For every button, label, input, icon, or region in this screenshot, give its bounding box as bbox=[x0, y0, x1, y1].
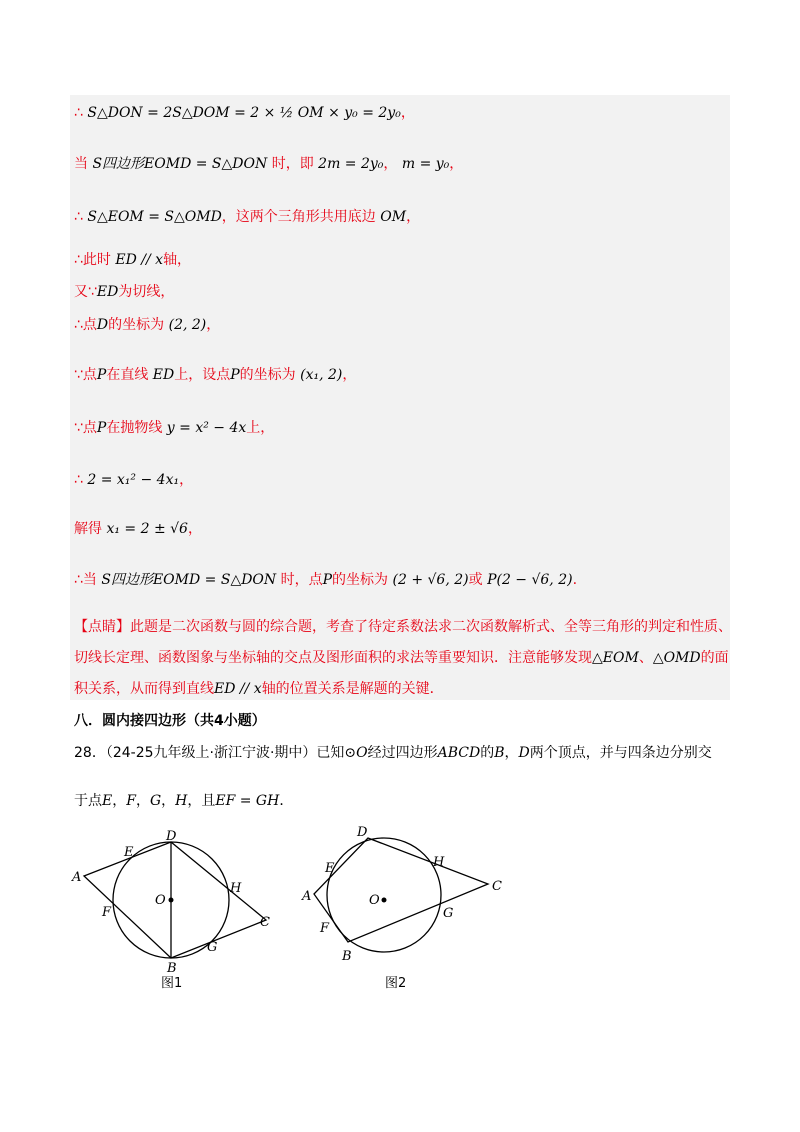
fig1-center-dot bbox=[169, 898, 174, 903]
solution-line-1: ∴ S△DON = 2S△DOM = 2 × ½ OM × y₀ = 2y₀， bbox=[74, 105, 415, 121]
solution-shaded-block bbox=[70, 95, 730, 700]
solution-line-3: ∴ S△EOM = S△OMD，这两个三角形共用底边 OM， bbox=[74, 209, 421, 225]
fig2-label-d: D bbox=[357, 825, 368, 840]
solution-line-2: 当 S四边形EOMD = S△DON 时，即 2m = 2y₀， m = y₀， bbox=[74, 156, 464, 172]
comment-text-3: 轴的位置关系是解题的关键． bbox=[261, 681, 444, 697]
fig1-label-b: B bbox=[167, 961, 177, 976]
fig1-label-d: D bbox=[166, 829, 177, 844]
comment-text-2: 的面积关系，从而得到直线 bbox=[74, 650, 729, 697]
fig2-center-dot bbox=[382, 898, 387, 903]
fig2-label-f: F bbox=[320, 921, 330, 936]
fig2-label-h: H bbox=[433, 855, 445, 870]
comment-math-eom: △EOM bbox=[592, 650, 639, 666]
comment-paragraph: 【点睛】此题是二次函数与圆的综合题，考查了待定系数法求二次函数解析式、全等三角形的判定和性质、切线长定理、函数图象与坐标轴的交点及图形面积的求法等重要知识．注意能够发现△EOM、△OMD的面积关系，从而得到直线ED // x轴的位置关系是解题的关键． bbox=[74, 619, 732, 697]
figure-2 bbox=[300, 820, 520, 995]
solution-line-6: ∴点D的坐标为 (2, 2)， bbox=[74, 317, 221, 333]
problem-number: 28． bbox=[74, 745, 106, 761]
fig1-label-e: E bbox=[124, 845, 134, 860]
problem-line-1: 28．（24-25九年级上·浙江宁波·期中）已知⊙O经过四边形ABCD的B，D两个顶点，并与四条边分别交 bbox=[74, 745, 712, 761]
solution-line-11: ∴当 S四边形EOMD = S△DON 时，点P的坐标为 (2 + √6, 2)或 P(2 − √6, 2). bbox=[74, 572, 578, 588]
solution-line-4: ∴此时 ED // x轴， bbox=[74, 252, 192, 268]
fig1-label-f: F bbox=[102, 905, 112, 920]
comment-text-1: 此题是二次函数与圆的综合题，考查了待定系数法求二次函数解析式、全等三角形的判定和性质、切线长定理、函数图象与坐标轴的交点及图形面积的求法等重要知识．注意能够发现 bbox=[74, 619, 732, 666]
fig1-label-h: H bbox=[230, 881, 242, 896]
fig1-label-o: O bbox=[155, 893, 166, 908]
fig2-label-c: C bbox=[492, 879, 502, 894]
fig2-quadrilateral bbox=[314, 838, 488, 942]
fig1-label-a: A bbox=[72, 870, 82, 885]
fig1-label-g: G bbox=[207, 940, 218, 955]
solution-line-7: ∵点P在直线 ED上，设点P的坐标为 (x₁, 2)， bbox=[74, 367, 357, 383]
fig1-quadrilateral bbox=[84, 842, 266, 958]
solution-line-5: 又∵ED为切线， bbox=[74, 284, 175, 300]
arc-equation: EF = GH bbox=[215, 793, 280, 809]
fig2-label-b: B bbox=[342, 949, 352, 964]
fig2-circle bbox=[327, 838, 441, 952]
fig2-label-o: O bbox=[369, 893, 380, 908]
section-heading: 八．圆内接四边形（共4小题） bbox=[74, 713, 266, 729]
figure-1 bbox=[70, 820, 290, 995]
fig1-label-c: C bbox=[260, 915, 270, 930]
fig2-caption: 图2 bbox=[385, 976, 407, 991]
solution-line-10: 解得 x₁ = 2 ± √6， bbox=[74, 521, 202, 537]
problem-source: （24-25九年级上·浙江宁波·期中）已知 bbox=[105, 745, 345, 761]
fig2-label-g: G bbox=[443, 906, 454, 921]
solution-line-9: ∴ 2 = x₁² − 4x₁， bbox=[74, 472, 194, 488]
fig1-caption: 图1 bbox=[161, 976, 183, 991]
comment-math-ed-x: ED // x bbox=[214, 681, 262, 697]
solution-line-8: ∵点P在抛物线 y = x² − 4x上， bbox=[74, 420, 275, 436]
comment-tag: 【点睛】 bbox=[74, 619, 130, 635]
problem-line-2: 于点E，F，G，H，且EF = GH． bbox=[74, 793, 294, 809]
fig2-label-a: A bbox=[302, 889, 312, 904]
comment-math-omd: △OMD bbox=[652, 650, 701, 666]
fig2-label-e: E bbox=[325, 861, 335, 876]
